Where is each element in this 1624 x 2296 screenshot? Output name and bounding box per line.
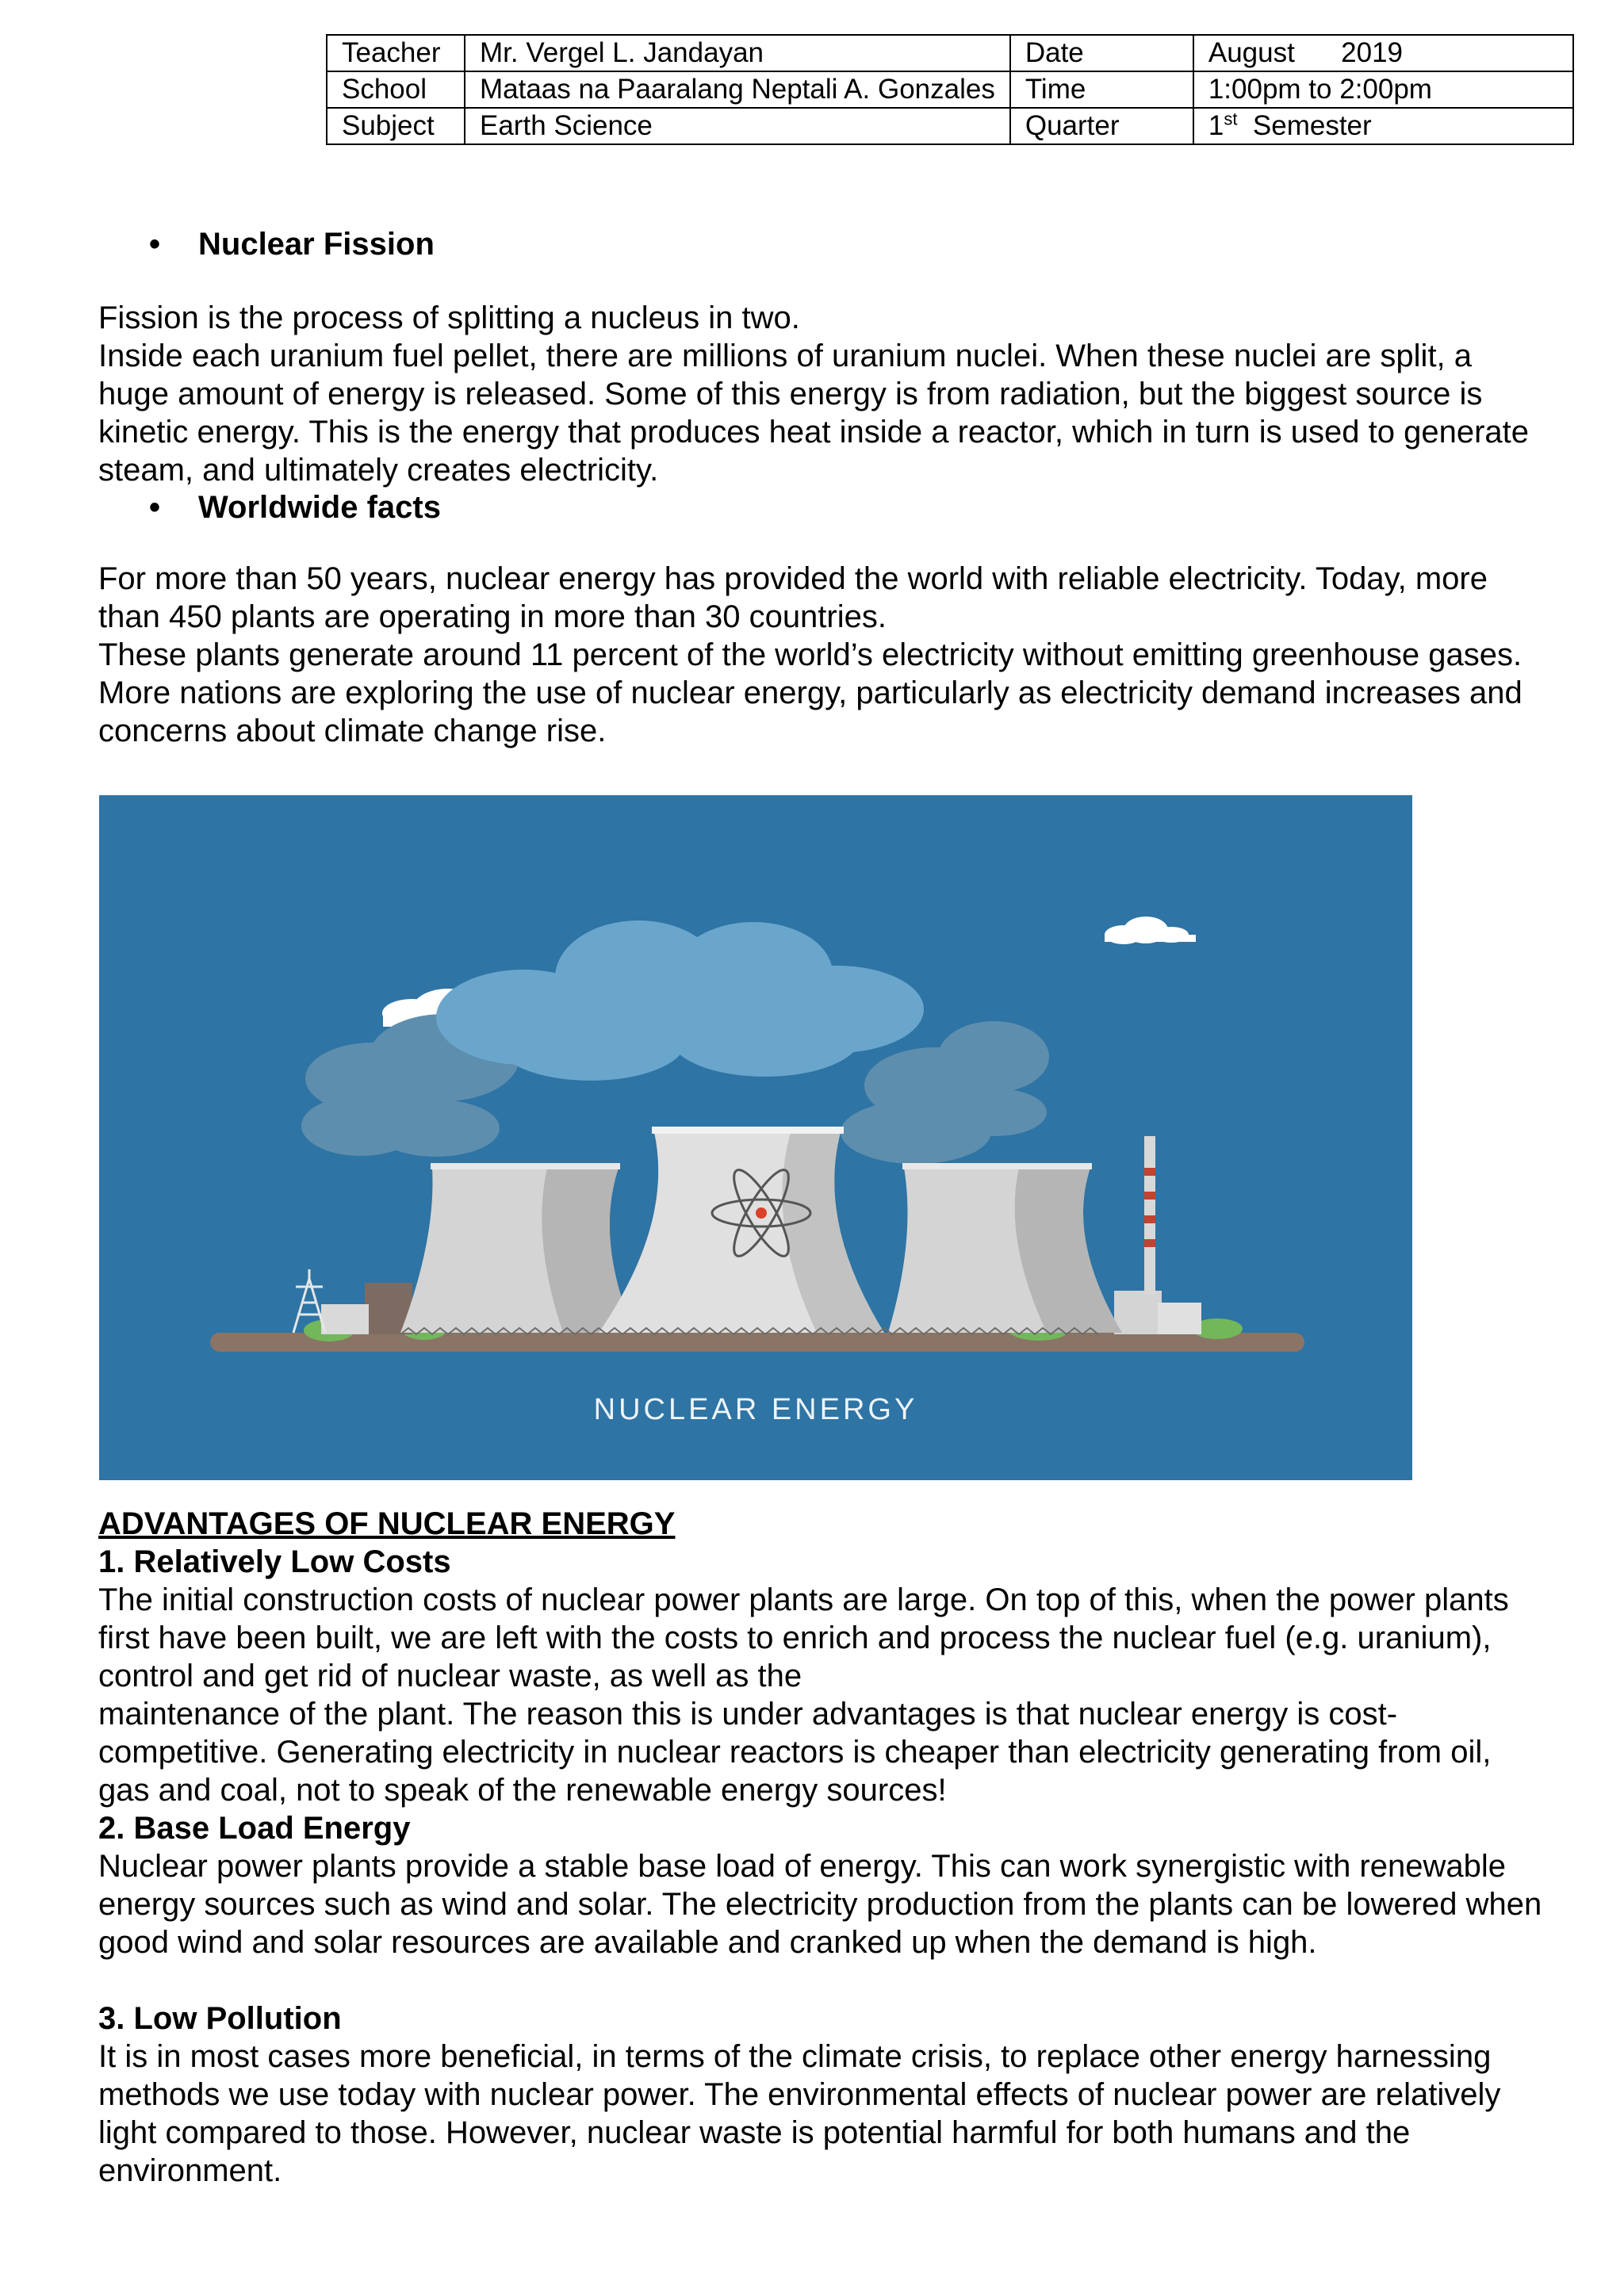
nuclear-plant-illustration (99, 795, 1412, 1480)
cooling-tower-center (599, 1127, 884, 1333)
worldwide-p2: These plants generate around 11 percent of the world’s electricity without emitting greenhouse gases. More nations are exploring the use of nuclear energy, particularly as electricity demand increases and concerns about climate change rise. (98, 637, 1522, 748)
school-label: School (327, 71, 465, 108)
header-row-teacher (327, 35, 1573, 71)
quarter-rest: Semester (1237, 110, 1372, 141)
fission-line1: Fission is the process of splitting a nucleus in two. (98, 300, 800, 335)
quarter-number: 1 (1208, 110, 1224, 141)
quarter-label: Quarter (1010, 108, 1193, 144)
worldwide-heading (149, 488, 441, 526)
advantage-1-text (98, 1581, 1549, 1809)
hero-caption: NUCLEAR ENERGY (593, 1393, 918, 1426)
fission-heading (149, 225, 435, 263)
worldwide-p1: For more than 50 years, nuclear energy has provided the world with reliable electricity. Today, more than 450 plants are operating in more than 30 countries. (98, 561, 1488, 634)
bullet-icon: • (149, 490, 161, 525)
header-row-school (327, 71, 1573, 108)
bullet-icon: • (149, 227, 161, 262)
advantage-1-text-a: The initial construction costs of nuclear power plants are large. On top of this, when the power plants first have been built, we are left with the costs to enrich and process the nuclear fuel (e.g. uranium), control and get rid of nuclear waste, as well as the (98, 1582, 1509, 1693)
advantage-1-heading: 1. Relatively Low Costs (98, 1544, 451, 1579)
subject-label: Subject (327, 108, 465, 144)
quarter-ordinal: st (1224, 109, 1238, 129)
date-value: August 2019 (1193, 35, 1573, 71)
header-info-table (326, 34, 1574, 145)
advantage-3-heading: 3. Low Pollution (98, 2001, 342, 2036)
fission-body: Inside each uranium fuel pellet, there are millions of uranium nuclei. When these nuclei are split, a huge amount of energy is released. Some of this energy is from radiation, but the biggest source is kinetic energy. This is the energy that produces heat inside a reactor, which in turn is used to generate steam, and ultimately creates electricity. (98, 339, 1530, 488)
cooling-tower-right (888, 1163, 1122, 1333)
worldwide-title: Worldwide facts (198, 490, 441, 525)
advantage-2-text-a: Nuclear power plants provide a stable base load of energy. This can work synergistic with renewable energy sources such as wind and solar. The electricity production from the plants can be lowered when good wind and solar resources are available and cranked up when the demand is high. (98, 1849, 1542, 1960)
ground (210, 1333, 1304, 1352)
fission-title: Nuclear Fission (198, 227, 435, 262)
subject-value: Earth Science (465, 108, 1010, 144)
header-row-subject (327, 108, 1573, 144)
advantage-3-text-a: It is in most cases more beneficial, in terms of the climate crisis, to replace other energy harnessing methods we use today with nuclear power. The environmental effects of nuclear power are relatively light compared to those. However, nuclear waste is potential harmful for both humans and the environment. (98, 2039, 1501, 2188)
advantages-title: ADVANTAGES OF NUCLEAR ENERGY (98, 1506, 676, 1541)
cloud-icon (1105, 916, 1196, 944)
teacher-value: Mr. Vergel L. Jandayan (465, 35, 1010, 71)
quarter-value (1193, 108, 1573, 144)
time-label: Time (1010, 71, 1193, 108)
advantage-3-text (98, 2038, 1549, 2190)
worldwide-paragraph (98, 560, 1549, 750)
nuclear-energy-illustration (99, 795, 1412, 1480)
advantage-2-text (98, 1847, 1549, 1961)
smoke-light (436, 920, 924, 1081)
advantage-2-heading: 2. Base Load Energy (98, 1811, 411, 1846)
teacher-label: Teacher (327, 35, 465, 71)
time-value: 1:00pm to 2:00pm (1193, 71, 1573, 108)
advantage-1-text-b: maintenance of the plant. The reason this is under advantages is that nuclear energy is cost-competitive. Generating electricity in nuclear reactors is cheaper than electricity generating from oil, gas and coal, not to speak of the renewable energy sources! (98, 1697, 1492, 1808)
school-value: Mataas na Paaralang Neptali A. Gonzales (465, 71, 1010, 108)
cooling-tower-left (400, 1163, 634, 1333)
fission-paragraph (98, 299, 1549, 489)
date-label: Date (1010, 35, 1193, 71)
